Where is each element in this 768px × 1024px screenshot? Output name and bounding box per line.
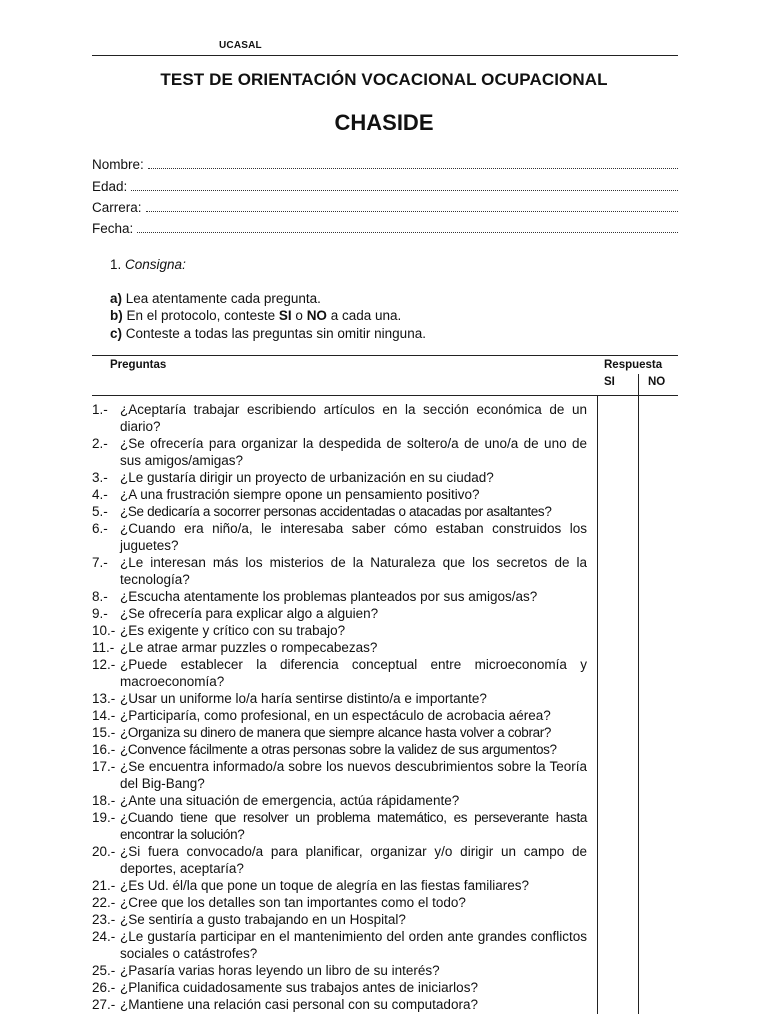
- question-row: [92, 520, 587, 554]
- column-header-respuesta: Respuesta: [604, 359, 663, 371]
- question-number: 11.-: [92, 640, 115, 655]
- question-text: ¿Se sentiría a gusto trabajando en un Hospital?: [120, 912, 406, 927]
- instruction-a: [110, 291, 321, 306]
- question-number: 16.-: [92, 742, 116, 757]
- question-text: ¿Le gustaría dirigir un proyecto de urbanización en su ciudad?: [120, 470, 494, 485]
- question-text: ¿Se ofrecería para organizar la despedida de soltero/a de uno/a de uno de sus amigos/amigas?: [120, 436, 587, 468]
- instruction-a-letter: a): [110, 291, 123, 306]
- question-row: [92, 877, 587, 894]
- si-no-divider: [638, 374, 639, 1014]
- question-number: 27.-: [92, 997, 116, 1012]
- question-number: 9.-: [92, 606, 108, 621]
- instruction-a-text: Lea atentamente cada pregunta.: [125, 291, 321, 306]
- question-text: ¿Escucha atentamente los problemas planteados por sus amigos/as?: [120, 589, 538, 604]
- fecha-field[interactable]: [92, 221, 678, 241]
- question-text: ¿Participaría, como profesional, en un espectáculo de acrobacia aérea?: [120, 708, 551, 723]
- question-number: 20.-: [92, 844, 116, 859]
- table-header-rule: [92, 395, 678, 396]
- question-text: ¿Es Ud. él/la que pone un toque de alegría en las fiestas familiares?: [120, 878, 529, 893]
- question-text: ¿Planifica cuidadosamente sus trabajos antes de iniciarlos?: [120, 980, 478, 995]
- question-row: [92, 894, 587, 911]
- header-rule: [92, 55, 678, 56]
- question-list: [92, 401, 587, 1013]
- question-number: 22.-: [92, 895, 116, 910]
- question-number: 23.-: [92, 912, 116, 927]
- question-text: ¿Convence fácilmente a otras personas sobre la validez de sus argumentos?: [120, 742, 557, 757]
- instruction-c-text: Conteste a todas las preguntas sin omitir ninguna.: [125, 326, 426, 341]
- question-number: 5.-: [92, 504, 108, 519]
- question-text: ¿Se dedicaría a socorrer personas accidentadas o atacadas por asaltantes?: [120, 504, 552, 519]
- question-number: 12.-: [92, 657, 116, 672]
- question-text: ¿Puede establecer la diferencia conceptual entre microeconomía y macroeconomía?: [120, 657, 587, 689]
- question-number: 8.-: [92, 589, 108, 604]
- question-number: 15.-: [92, 725, 116, 740]
- question-row: [92, 724, 587, 741]
- question-text: ¿Organiza su dinero de manera que siempre alcance hasta volver a cobrar?: [120, 725, 552, 740]
- answer-column-left-border: [597, 396, 598, 1014]
- question-text: ¿A una frustración siempre opone un pensamiento positivo?: [120, 487, 480, 502]
- question-row: [92, 656, 587, 690]
- question-text: ¿Mantiene una relación casi personal con su computadora?: [120, 997, 478, 1012]
- question-number: 17.-: [92, 759, 116, 774]
- question-row: [92, 486, 587, 503]
- question-row: [92, 503, 587, 520]
- question-text: ¿Le interesan más los misterios de la Naturaleza que los secretos de la tecnología?: [120, 555, 587, 587]
- question-text: ¿Le atrae armar puzzles o rompecabezas?: [120, 640, 378, 655]
- question-number: 1.-: [92, 402, 108, 417]
- instruction-b-si: SI: [278, 308, 292, 323]
- consigna-number: 1.: [110, 257, 122, 272]
- question-number: 3.-: [92, 470, 108, 485]
- question-number: 18.-: [92, 793, 116, 808]
- consigna-heading: [110, 257, 186, 272]
- question-text: ¿Se encuentra informado/a sobre los nuevos descubrimientos sobre la Teoría del Big-Bang?: [120, 759, 587, 791]
- nombre-dotted-line[interactable]: [148, 157, 678, 169]
- question-row: [92, 809, 587, 843]
- question-row: [92, 401, 587, 435]
- question-number: 6.-: [92, 521, 108, 536]
- question-row: [92, 707, 587, 724]
- consigna-label: Consigna:: [125, 257, 186, 272]
- question-number: 4.-: [92, 487, 108, 502]
- question-number: 25.-: [92, 963, 116, 978]
- question-text: ¿Es exigente y crítico con su trabajo?: [120, 623, 346, 638]
- question-row: [92, 962, 587, 979]
- question-number: 13.-: [92, 691, 116, 706]
- fecha-label: Fecha:: [92, 221, 134, 236]
- question-row: [92, 435, 587, 469]
- question-text: ¿Si fuera convocado/a para planificar, organizar y/o dirigir un campo de deportes, aceptaría?: [120, 844, 587, 876]
- instruction-b-post: a cada una.: [330, 308, 402, 323]
- instruction-b-pre: En el protocolo, conteste: [126, 308, 276, 323]
- institution-name: UCASAL: [219, 40, 262, 51]
- question-number: 21.-: [92, 878, 116, 893]
- question-text: ¿Ante una situación de emergencia, actúa rápidamente?: [120, 793, 460, 808]
- instruction-b-mid: o: [295, 308, 303, 323]
- edad-label: Edad:: [92, 179, 128, 194]
- question-row: [92, 622, 587, 639]
- question-row: [92, 792, 587, 809]
- question-row: [92, 911, 587, 928]
- question-number: 26.-: [92, 980, 116, 995]
- question-number: 10.-: [92, 623, 116, 638]
- edad-field[interactable]: [92, 179, 678, 199]
- carrera-dotted-line[interactable]: [146, 200, 678, 212]
- column-header-si: SI: [604, 376, 615, 388]
- fecha-dotted-line[interactable]: [137, 221, 678, 233]
- question-row: [92, 605, 587, 622]
- nombre-label: Nombre:: [92, 157, 144, 172]
- instruction-b-no: NO: [306, 308, 327, 323]
- question-row: [92, 469, 587, 486]
- question-number: 19.-: [92, 810, 116, 825]
- instruction-c-letter: c): [110, 326, 123, 341]
- instruction-b: [110, 308, 401, 323]
- column-header-no: NO: [648, 376, 666, 388]
- question-row: [92, 979, 587, 996]
- question-row: [92, 690, 587, 707]
- question-text: ¿Aceptaría trabajar escribiendo artículos en la sección económica de un diario?: [120, 402, 587, 434]
- question-text: ¿Pasaría varias horas leyendo un libro de su interés?: [120, 963, 440, 978]
- nombre-field[interactable]: [92, 157, 678, 177]
- question-row: [92, 639, 587, 656]
- question-row: [92, 741, 587, 758]
- question-text: ¿Le gustaría participar en el mantenimiento del orden ante grandes conflictos sociales o catástrofes?: [120, 929, 587, 961]
- carrera-field[interactable]: [92, 200, 678, 220]
- question-row: [92, 928, 587, 962]
- question-row: [92, 996, 587, 1013]
- question-number: 24.-: [92, 929, 116, 944]
- column-header-preguntas: Preguntas: [110, 359, 167, 371]
- question-number: 7.-: [92, 555, 108, 570]
- carrera-label: Carrera:: [92, 200, 142, 215]
- instruction-c: [110, 326, 426, 341]
- document-title: TEST DE ORIENTACIÓN VOCACIONAL OCUPACIONAL: [160, 70, 608, 89]
- question-text: ¿Cree que los detalles son tan importantes como el todo?: [120, 895, 466, 910]
- question-number: 14.-: [92, 708, 116, 723]
- question-text: ¿Se ofrecería para explicar algo a alguien?: [120, 606, 379, 621]
- question-number: 2.-: [92, 436, 108, 451]
- edad-dotted-line[interactable]: [131, 179, 678, 191]
- question-row: [92, 588, 587, 605]
- question-text: ¿Cuando tiene que resolver un problema matemático, es perseverante hasta encontrar la solución?: [120, 810, 587, 842]
- question-row: [92, 758, 587, 792]
- question-row: [92, 843, 587, 877]
- question-text: ¿Cuando era niño/a, le interesaba saber cómo estaban construidos los juguetes?: [120, 521, 587, 553]
- table-top-rule: [92, 355, 678, 356]
- instruction-b-letter: b): [110, 308, 123, 323]
- question-row: [92, 554, 587, 588]
- document-subtitle: CHASIDE: [334, 110, 434, 135]
- question-text: ¿Usar un uniforme lo/a haría sentirse distinto/a e importante?: [120, 691, 487, 706]
